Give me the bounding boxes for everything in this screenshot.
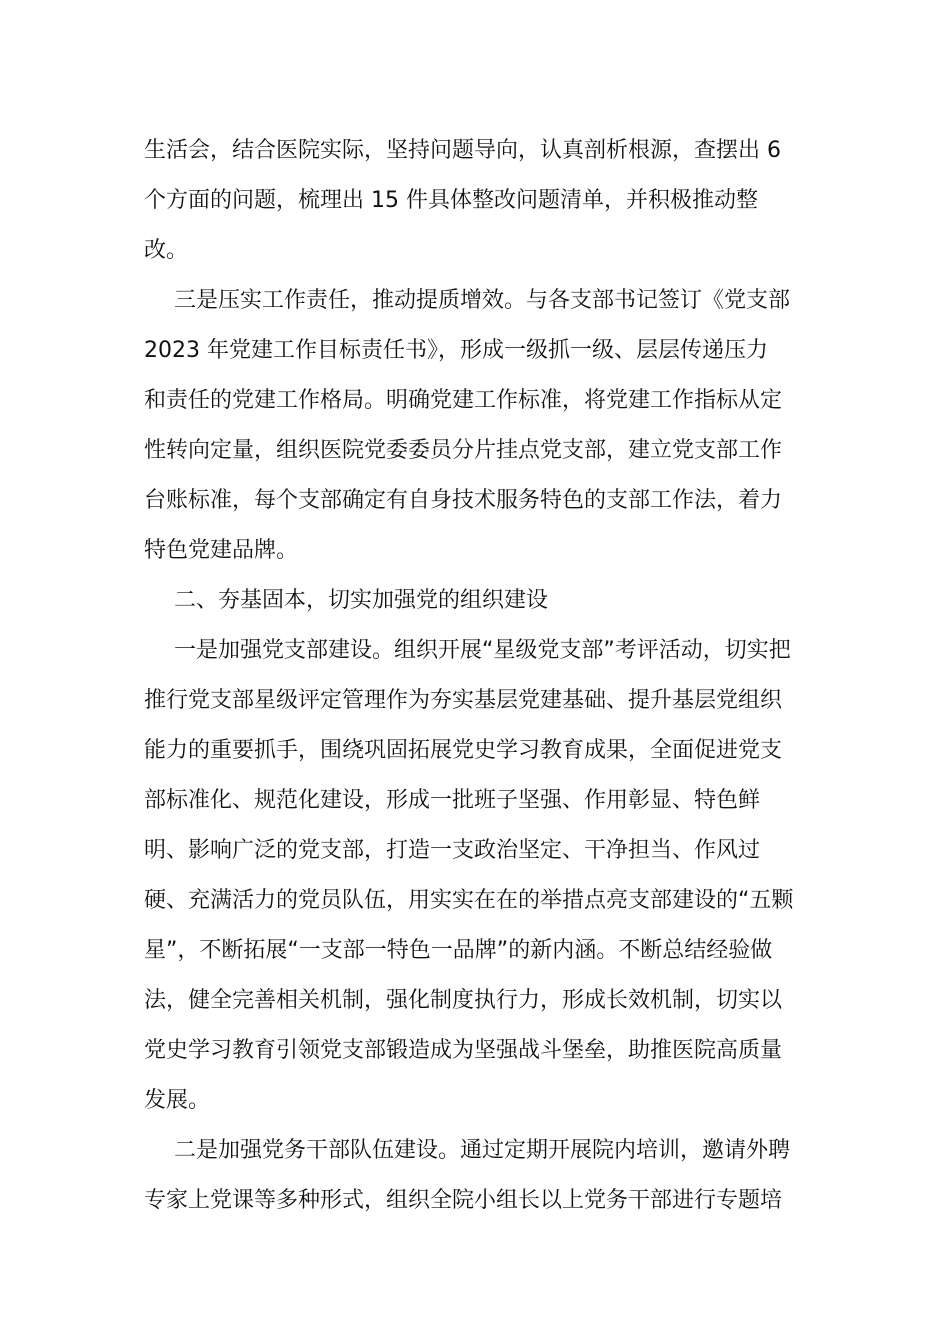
- text-line: 性转向定量，组织医院党委委员分片挂点党支部，建立党支部工作: [144, 438, 783, 463]
- text-line: 特色党建品牌。: [144, 538, 299, 563]
- text-line: 硬、充满活力的党员队伍，用实实在在的举措点亮支部建设的“五颗: [144, 888, 794, 913]
- text-line: 能力的重要抓手，围绕巩固拓展党史学习教育成果，全面促进党支: [144, 738, 783, 763]
- text-line: 部标准化、规范化建设，形成一批班子坚强、作用彰显、特色鲜: [144, 788, 761, 813]
- text-line: 法，健全完善相关机制，强化制度执行力，形成长效机制，切实以: [144, 988, 783, 1013]
- text-line: 二是加强党务干部队伍建设。通过定期开展院内培训，邀请外聘: [174, 1138, 791, 1163]
- text-line: 党史学习教育引领党支部锻造成为坚强战斗堡垒，助推医院高质量: [144, 1038, 783, 1063]
- text-line: 台账标准，每个支部确定有自身技术服务特色的支部工作法，着力: [144, 488, 783, 513]
- text-line: 个方面的问题，梳理出 15 件具体整改问题清单，并积极推动整: [144, 188, 758, 213]
- text-line: 三是压实工作责任，推动提质增效。与各支部书记签订《党支部: [174, 288, 791, 313]
- text-line: 2023 年党建工作目标责任书》，形成一级抓一级、层层传递压力: [144, 338, 768, 363]
- text-line: 二、夯基固本，切实加强党的组织建设: [174, 588, 549, 613]
- text-line: 推行党支部星级评定管理作为夯实基层党建基础、提升基层党组织: [144, 688, 783, 713]
- text-line: 发展。: [144, 1088, 211, 1113]
- text-line: 生活会，结合医院实际，坚持问题导向，认真剖析根源，查摆出 6: [144, 138, 781, 163]
- text-line: 改。: [144, 238, 189, 263]
- text-line: 和责任的党建工作格局。明确党建工作标准，将党建工作指标从定: [144, 388, 783, 413]
- document-body: [144, 126, 806, 1226]
- text-line: 一是加强党支部建设。组织开展“星级党支部”考评活动，切实把: [174, 638, 791, 663]
- text-line: 明、影响广泛的党支部，打造一支政治坚定、干净担当、作风过: [144, 838, 761, 863]
- text-line: 专家上党课等多种形式，组织全院小组长以上党务干部进行专题培: [144, 1188, 783, 1213]
- text-line: 星”，不断拓展“一支部一特色一品牌”的新内涵。不断总结经验做: [144, 938, 773, 963]
